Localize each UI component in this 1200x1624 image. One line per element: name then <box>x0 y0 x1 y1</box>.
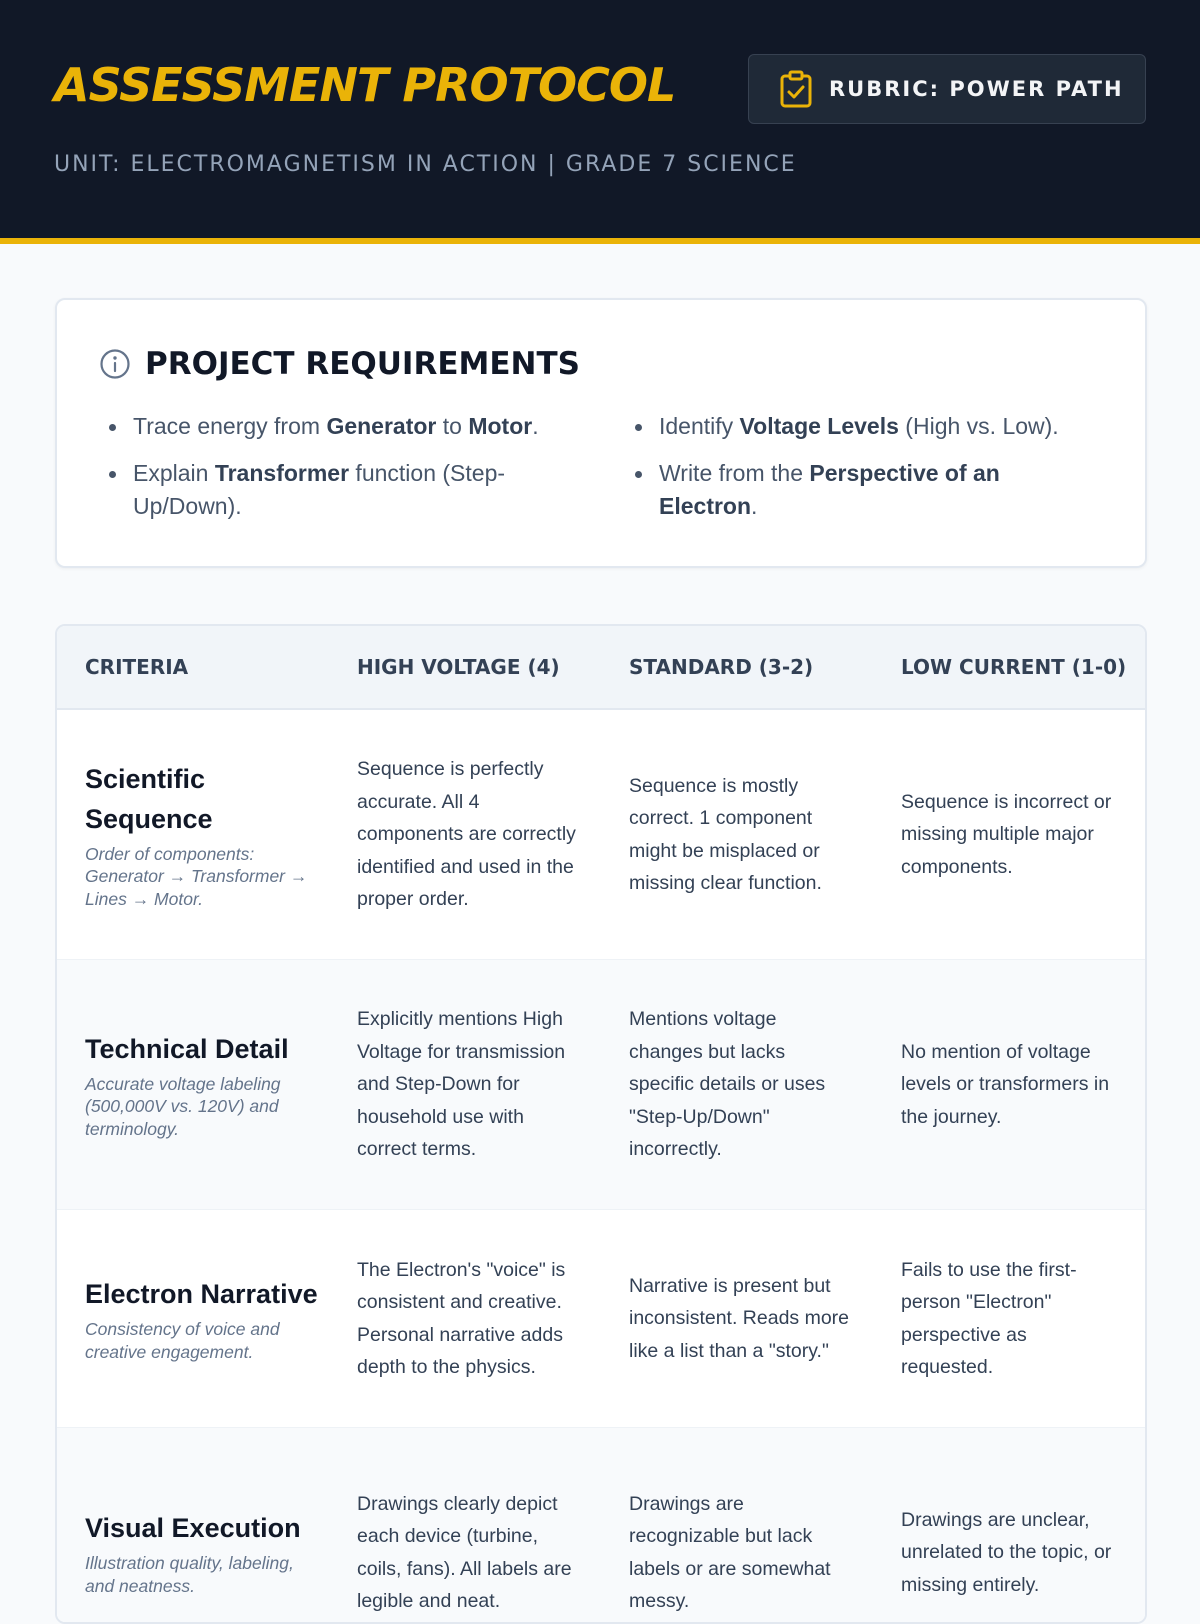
header-low-current: LOW CURRENT (1-0) <box>901 655 1127 679</box>
clipboard-check-icon <box>779 70 813 108</box>
requirements-card <box>55 298 1147 568</box>
header-standard: STANDARD (3-2) <box>629 655 814 679</box>
criteria-description: Consistency of voice and creative engagement. <box>85 1319 280 1362</box>
low-current-cell: Drawings are unclear, unrelated to the topic, or missing entirely. <box>901 1508 1112 1596</box>
header <box>0 0 1200 244</box>
low-current-cell: No mention of voltage levels or transformers in the journey. <box>901 1040 1110 1128</box>
rubric-badge-label: RUBRIC: POWER PATH <box>829 77 1124 101</box>
requirement-item: Trace energy from Generator to Motor. <box>105 410 575 443</box>
table-row <box>57 1428 1145 1624</box>
low-current-cell: Fails to use the first-person "Electron" perspective as requested. <box>901 1258 1077 1378</box>
high-voltage-cell: Drawings clearly depict each device (turbine, coils, fans). All labels are legible and neat. <box>357 1492 572 1612</box>
standard-cell: Drawings are recognizable but lack labels or are somewhat messy. <box>629 1492 831 1612</box>
unit-subtitle: UNIT: ELECTROMAGNETISM IN ACTION | GRADE 7 SCIENCE <box>54 152 797 177</box>
requirement-item: Write from the Perspective of an Electron. <box>631 457 1101 523</box>
header-criteria: CRITERIA <box>85 655 189 679</box>
table-header <box>57 626 1145 710</box>
standard-cell: Sequence is mostly correct. 1 component might be misplaced or missing clear function. <box>629 774 822 894</box>
criteria-description: Illustration quality, labeling, and neatness. <box>85 1553 294 1596</box>
low-current-cell: Sequence is incorrect or missing multiple major components. <box>901 790 1112 878</box>
high-voltage-cell: Explicitly mentions High Voltage for transmission and Step-Down for household use with correct terms. <box>357 1008 566 1161</box>
rubric-badge <box>748 54 1146 124</box>
high-voltage-cell: Sequence is perfectly accurate. All 4 components are correctly identified and used in the proper order. <box>357 758 576 911</box>
page-title: ASSESSMENT PROTOCOL <box>54 58 676 112</box>
criteria-name: Visual Execution <box>85 1513 301 1543</box>
criteria-cell <box>85 1508 325 1597</box>
requirements-title: PROJECT REQUIREMENTS <box>145 346 580 382</box>
table-row <box>57 960 1145 1210</box>
criteria-cell <box>85 1029 325 1141</box>
criteria-name: Scientific Sequence <box>85 763 213 834</box>
criteria-description: Accurate voltage labeling (500,000V vs. 120V) and terminology. <box>85 1073 281 1139</box>
criteria-description: Order of components: Generator → Transformer → Lines → Motor. <box>85 843 308 909</box>
standard-cell: Narrative is present but inconsistent. Reads more like a list than a "story." <box>629 1274 850 1362</box>
criteria-cell <box>85 759 325 911</box>
requirements-list-right <box>631 410 1101 537</box>
requirements-list-left <box>105 410 575 537</box>
criteria-cell <box>85 1274 325 1363</box>
header-high-voltage: HIGH VOLTAGE (4) <box>357 655 560 679</box>
requirements-heading <box>99 346 580 382</box>
info-icon <box>99 348 131 380</box>
rubric-table <box>55 624 1147 1624</box>
high-voltage-cell: The Electron's "voice" is consistent and creative. Personal narrative adds depth to the physics. <box>357 1258 566 1378</box>
criteria-name: Technical Detail <box>85 1033 289 1064</box>
table-row <box>57 710 1145 960</box>
table-row <box>57 1210 1145 1428</box>
criteria-name: Electron Narrative <box>85 1279 318 1309</box>
standard-cell: Mentions voltage changes but lacks specific details or uses "Step-Up/Down" incorrectly. <box>629 1008 826 1161</box>
requirement-item: Explain Transformer function (Step-Up/Down). <box>105 457 575 523</box>
requirement-item: Identify Voltage Levels (High vs. Low). <box>631 410 1101 443</box>
